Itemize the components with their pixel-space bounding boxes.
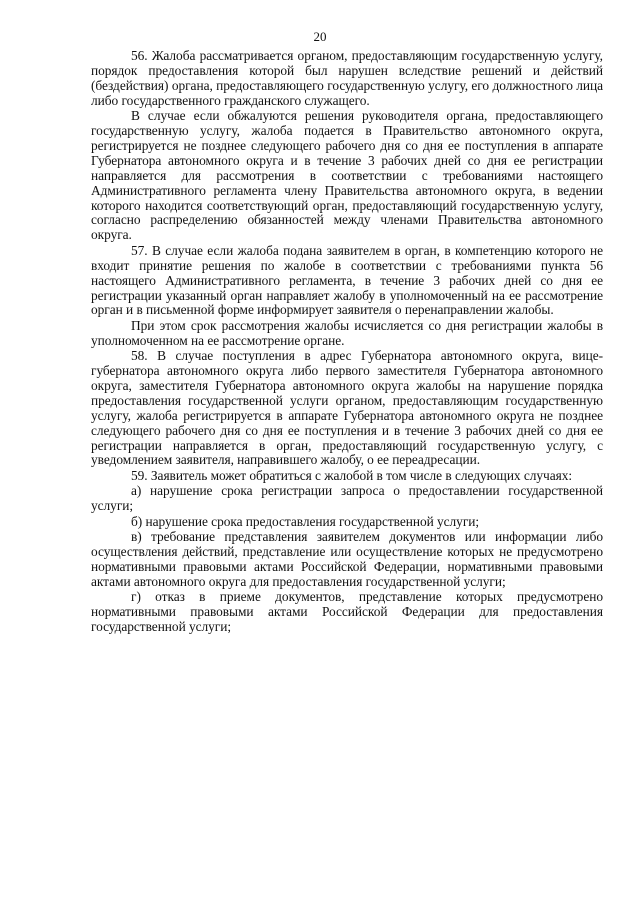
paragraph-56: 56. Жалоба рассматривается органом, предоставляющим государственную услугу, порядок предоставления которой был нарушен вследствие решений и действий (бездействия) органа, предоставляющего государственную услугу, его должностного лица либо государственного гражданского служащего. xyxy=(91,48,603,108)
paragraph-57: 57. В случае если жалоба подана заявителем в орган, в компетенцию которого не входит принятие решения по жалобе в соответствии с требованиями пункта 56 настоящего Административного регламента, в течение 3 рабочих дней со дня ее регистрации указанный орган направляет жалобу в уполномоченный на ее рассмотрение орган и в письменной форме информирует заявителя о перенаправлении жалобы. xyxy=(91,242,603,318)
paragraph-59: 59. Заявитель может обратиться с жалобой в том числе в следующих случаях: xyxy=(131,467,573,483)
list-item-b: б) нарушение срока предоставления государственной услуги; xyxy=(131,513,480,529)
paragraph-58: 58. В случае поступления в адрес Губернатора автономного округа, вице-губернатора автономного округа либо первого заместителя Губернатора автономного округа, заместителя Губернатора автономного округа жалобы на нарушение порядка предоставления государственной услуги органом, предоставляющим государственную услугу, жалоба регистрируется в аппарате Губернатора автономного округа не позднее следующего рабочего дня со дня ее поступления и в течение 3 рабочих дней со дня ее регистрации направляется в орган, предоставляющий государственную услугу, с уведомлением заявителя, направившего жалобу, о ее переадресации. xyxy=(91,348,603,468)
document-body xyxy=(91,49,603,635)
list-item-g: г) отказ в приеме документов, представление которых предусмотрено нормативными правовыми актами Российской Федерации для предоставления государственной услуги; xyxy=(91,589,603,634)
list-item-a: а) нарушение срока регистрации запроса о предоставлении государственной услуги; xyxy=(91,483,603,514)
page-number: 20 xyxy=(313,29,327,44)
paragraph-57-term: При этом срок рассмотрения жалобы исчисляется со дня регистрации жалобы в уполномоченном на ее рассмотрение органе. xyxy=(91,317,603,348)
paragraph-56-head-appeal: В случае если обжалуются решения руководителя органа, предоставляющего государственную услугу, жалоба подается в Правительство автономного округа, регистрируется не позднее следующего рабочего дня со дня ее поступления в аппарате Губернатора автономного округа и в течение 3 рабочих дней со дня ее регистрации направляется для рассмотрения в соответствии с требованиями настоящего Административного регламента члену Правительства автономного округа, в ведении которого находится соответствующий орган, предоставляющий государственную услугу, согласно распределению обязанностей между членами Правительства автономного округа. xyxy=(91,108,603,243)
list-item-v: в) требование представления заявителем документов или информации либо осуществления действий, представление или осуществление которых не предусмотрено нормативными правовыми актами Российской Федерации, нормативными правовыми актами автономного округа для предоставления государственной услуги; xyxy=(91,529,603,589)
